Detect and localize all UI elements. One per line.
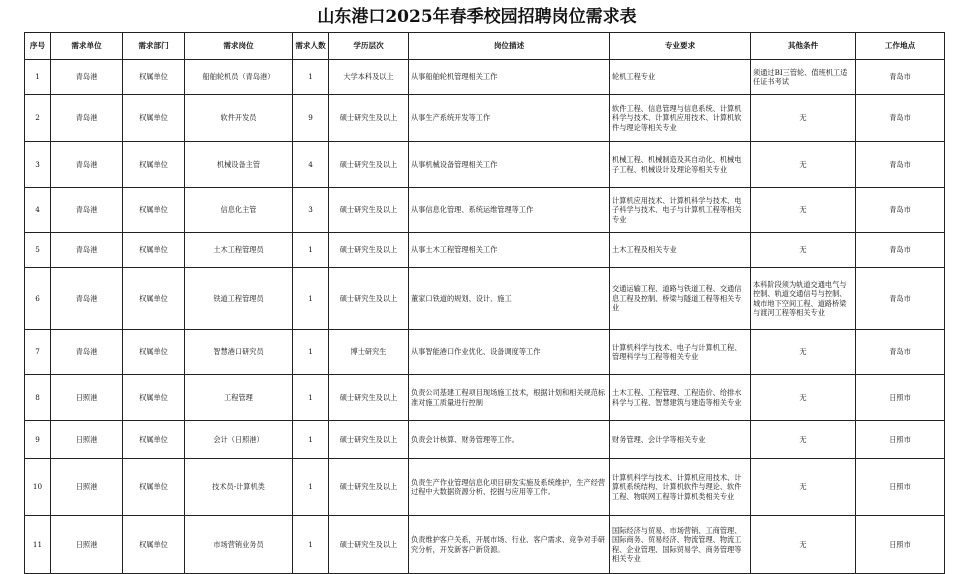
cell-dept: 权属单位: [123, 60, 185, 95]
cell-major-text: 国际经济与贸易、市场营销、工商管理、国际商务、贸易经济、物流管理、物流工程、企业管理、国际贸易学、商务管理等相关专业: [612, 525, 742, 563]
cell-post: 市场营销业务员: [185, 516, 293, 574]
cell-desc-text: 从事生产系统开发等工作: [411, 113, 491, 123]
cell-desc: [409, 233, 610, 268]
table-row: [25, 188, 945, 233]
cell-other: 无: [751, 95, 856, 142]
cell-loc: 青岛市: [856, 95, 945, 142]
cell-major: [610, 60, 751, 95]
cell-major: [610, 421, 751, 459]
cell-unit: 日照港: [51, 459, 123, 516]
cell-unit: 青岛港: [51, 188, 123, 233]
cell-desc-text: 从事土木工程管理相关工作: [411, 245, 498, 255]
cell-count: 3: [293, 188, 329, 233]
cell-major: [610, 95, 751, 142]
cell-major-text: 财务管理、会计学等相关专业: [612, 434, 706, 444]
cell-unit: 日照港: [51, 421, 123, 459]
cell-desc: [409, 459, 610, 516]
cell-edu: 硕士研究生及以上: [329, 233, 409, 268]
cell-desc: [409, 188, 610, 233]
cell-unit: 青岛港: [51, 142, 123, 188]
cell-dept: 权属单位: [123, 516, 185, 574]
cell-desc-text: 负责生产作业管理信息化项目研发实施及系统维护，生产经营过程中大数据资源分析、挖掘与应用等工作。: [411, 477, 606, 496]
cell-edu: 硕士研究生及以上: [329, 142, 409, 188]
cell-loc: 青岛市: [856, 60, 945, 95]
page-title: 山东港口2025年春季校园招聘岗位需求表: [317, 7, 637, 27]
cell-count: 1: [293, 60, 329, 95]
cell-count: 4: [293, 142, 329, 188]
cell-loc: 日照市: [856, 516, 945, 574]
cell-other-text: 须通过BI三管轮、值班机工适任证书考试: [753, 67, 848, 86]
cell-post: 铁道工程管理员: [185, 268, 293, 330]
cell-desc-text: 负责维护客户关系，开展市场、行业、客户需求、竞争对手研究分析，开发新客户新货源。: [411, 535, 606, 554]
cell-edu: 博士研究生: [329, 330, 409, 375]
cell-count: 1: [293, 330, 329, 375]
table-row: [25, 421, 945, 459]
cell-desc-text: 董家口铁道的规划、设计、施工: [411, 293, 512, 303]
cell-desc: [409, 375, 610, 421]
cell-major-text: 交通运输工程、道路与铁道工程、交通信息工程及控制、桥梁与隧道工程等相关专业: [612, 284, 742, 313]
header-post: 需求岗位: [185, 33, 293, 60]
cell-desc-text: 从事船舶轮机管理相关工作: [411, 72, 498, 82]
cell-desc-text: 从事机械设备管理相关工作: [411, 159, 498, 169]
cell-desc: [409, 421, 610, 459]
cell-major: [610, 516, 751, 574]
cell-post: 智慧港口研究员: [185, 330, 293, 375]
cell-dept: 权属单位: [123, 95, 185, 142]
cell-major-text: 计算机应用技术、计算机科学与技术、电子科学与技术、电子与计算机工程等相关专业: [612, 195, 742, 224]
cell-count: 1: [293, 375, 329, 421]
cell-no: 6: [25, 268, 51, 330]
header-loc: 工作地点: [856, 33, 945, 60]
cell-post: 软件开发员: [185, 95, 293, 142]
cell-count: 1: [293, 233, 329, 268]
header-dept: 需求部门: [123, 33, 185, 60]
header-count: 需求人数: [293, 33, 329, 60]
cell-major: [610, 375, 751, 421]
cell-no: 2: [25, 95, 51, 142]
cell-other: 无: [751, 375, 856, 421]
cell-no: 1: [25, 60, 51, 95]
cell-loc: 青岛市: [856, 233, 945, 268]
cell-desc-text: 从事智能港口作业优化、设备调度等工作: [411, 347, 541, 357]
cell-unit: 青岛港: [51, 233, 123, 268]
cell-dept: 权属单位: [123, 421, 185, 459]
cell-unit: 青岛港: [51, 60, 123, 95]
cell-major: [610, 268, 751, 330]
header-unit: 需求单位: [51, 33, 123, 60]
cell-post: 船舶轮机员（青岛港）: [185, 60, 293, 95]
cell-desc: [409, 142, 610, 188]
cell-edu: 硕士研究生及以上: [329, 95, 409, 142]
cell-count: 1: [293, 421, 329, 459]
cell-unit: 青岛港: [51, 330, 123, 375]
cell-major: [610, 233, 751, 268]
cell-count: 1: [293, 516, 329, 574]
cell-loc: 日照市: [856, 421, 945, 459]
table-row: [25, 233, 945, 268]
cell-loc: 日照市: [856, 375, 945, 421]
cell-other: 无: [751, 516, 856, 574]
cell-unit: 青岛港: [51, 95, 123, 142]
cell-other: [751, 60, 856, 95]
cell-no: 10: [25, 459, 51, 516]
cell-major-text: 软件工程、信息管理与信息系统、计算机科学与技术、计算机应用技术、计算机软件与理论等相关专业: [612, 103, 742, 132]
cell-other-text: 本科阶段须为轨道交通电气与控制、轨道交通信号与控制、城市地下空间工程、道路桥梁与渡河工程等相关专业: [753, 279, 847, 317]
cell-no: 3: [25, 142, 51, 188]
header-no: 序号: [25, 33, 51, 60]
cell-major-text: 计算机科学与技术、电子与计算机工程、管理科学与工程等相关专业: [612, 342, 742, 361]
cell-desc: [409, 268, 610, 330]
cell-other: 无: [751, 188, 856, 233]
cell-post: 会计（日照港）: [185, 421, 293, 459]
cell-dept: 权属单位: [123, 459, 185, 516]
header-edu: 学历层次: [329, 33, 409, 60]
table-row: [25, 268, 945, 330]
cell-post: 土木工程管理员: [185, 233, 293, 268]
cell-post: 技术员-计算机类: [185, 459, 293, 516]
cell-other: [751, 268, 856, 330]
cell-dept: 权属单位: [123, 268, 185, 330]
cell-no: 8: [25, 375, 51, 421]
cell-major: [610, 142, 751, 188]
header-desc: 岗位描述: [409, 33, 610, 60]
cell-edu: 硕士研究生及以上: [329, 421, 409, 459]
recruitment-table: [24, 32, 945, 574]
cell-edu: 大学本科及以上: [329, 60, 409, 95]
cell-major: [610, 188, 751, 233]
cell-other: 无: [751, 142, 856, 188]
cell-dept: 权属单位: [123, 375, 185, 421]
table-row: [25, 60, 945, 95]
cell-major-text: 机械工程、机械制造及其自动化、机械电子工程、机械设计及理论等相关专业: [612, 155, 742, 174]
cell-edu: 硕士研究生及以上: [329, 188, 409, 233]
table-row: [25, 459, 945, 516]
cell-edu: 硕士研究生及以上: [329, 459, 409, 516]
cell-loc: 日照市: [856, 459, 945, 516]
cell-dept: 权属单位: [123, 330, 185, 375]
cell-desc: [409, 516, 610, 574]
cell-desc: [409, 60, 610, 95]
cell-edu: 硕士研究生及以上: [329, 268, 409, 330]
cell-loc: 青岛市: [856, 330, 945, 375]
cell-major-text: 土木工程、工程管理、工程造价、给排水科学与工程、智慧建筑与建造等相关专业: [612, 388, 742, 407]
header-other: 其他条件: [751, 33, 856, 60]
cell-major-text: 轮机工程专业: [612, 72, 656, 82]
cell-other: 无: [751, 421, 856, 459]
table-row: [25, 142, 945, 188]
cell-count: 1: [293, 268, 329, 330]
cell-dept: 权属单位: [123, 142, 185, 188]
cell-major-text: 计算机科学与技术、计算机应用技术、计算机系统结构、计算机软件与理论、软件工程、物联网工程等计算机类相关专业: [612, 472, 742, 501]
cell-no: 7: [25, 330, 51, 375]
cell-dept: 权属单位: [123, 233, 185, 268]
cell-unit: 日照港: [51, 516, 123, 574]
cell-other: 无: [751, 459, 856, 516]
cell-dept: 权属单位: [123, 188, 185, 233]
header-row: [25, 33, 945, 60]
cell-post: 信息化主管: [185, 188, 293, 233]
cell-no: 9: [25, 421, 51, 459]
cell-major-text: 土木工程及相关专业: [612, 245, 677, 255]
cell-other: 无: [751, 330, 856, 375]
cell-loc: 青岛市: [856, 268, 945, 330]
cell-no: 5: [25, 233, 51, 268]
cell-desc: [409, 95, 610, 142]
cell-edu: 硕士研究生及以上: [329, 516, 409, 574]
cell-no: 4: [25, 188, 51, 233]
cell-no: 11: [25, 516, 51, 574]
cell-loc: 青岛市: [856, 188, 945, 233]
cell-count: 1: [293, 459, 329, 516]
cell-desc: [409, 330, 610, 375]
cell-count: 9: [293, 95, 329, 142]
cell-loc: 青岛市: [856, 142, 945, 188]
table-row: [25, 330, 945, 375]
cell-major: [610, 330, 751, 375]
header-major: 专业要求: [610, 33, 751, 60]
table-row: [25, 375, 945, 421]
cell-unit: 青岛港: [51, 268, 123, 330]
cell-major: [610, 459, 751, 516]
cell-other: 无: [751, 233, 856, 268]
cell-edu: 硕士研究生及以上: [329, 375, 409, 421]
cell-desc-text: 负责公司基建工程项目现场施工技术，根据计划和相关规范标准对施工质量进行控制: [411, 388, 606, 407]
cell-desc-text: 负责会计核算、财务管理等工作。: [411, 434, 519, 444]
table-row: [25, 95, 945, 142]
cell-desc-text: 从事信息化管理、系统运维管理等工作: [411, 205, 534, 215]
cell-post: 工程管理: [185, 375, 293, 421]
cell-post: 机械设备主管: [185, 142, 293, 188]
cell-unit: 日照港: [51, 375, 123, 421]
table-row: [25, 516, 945, 574]
